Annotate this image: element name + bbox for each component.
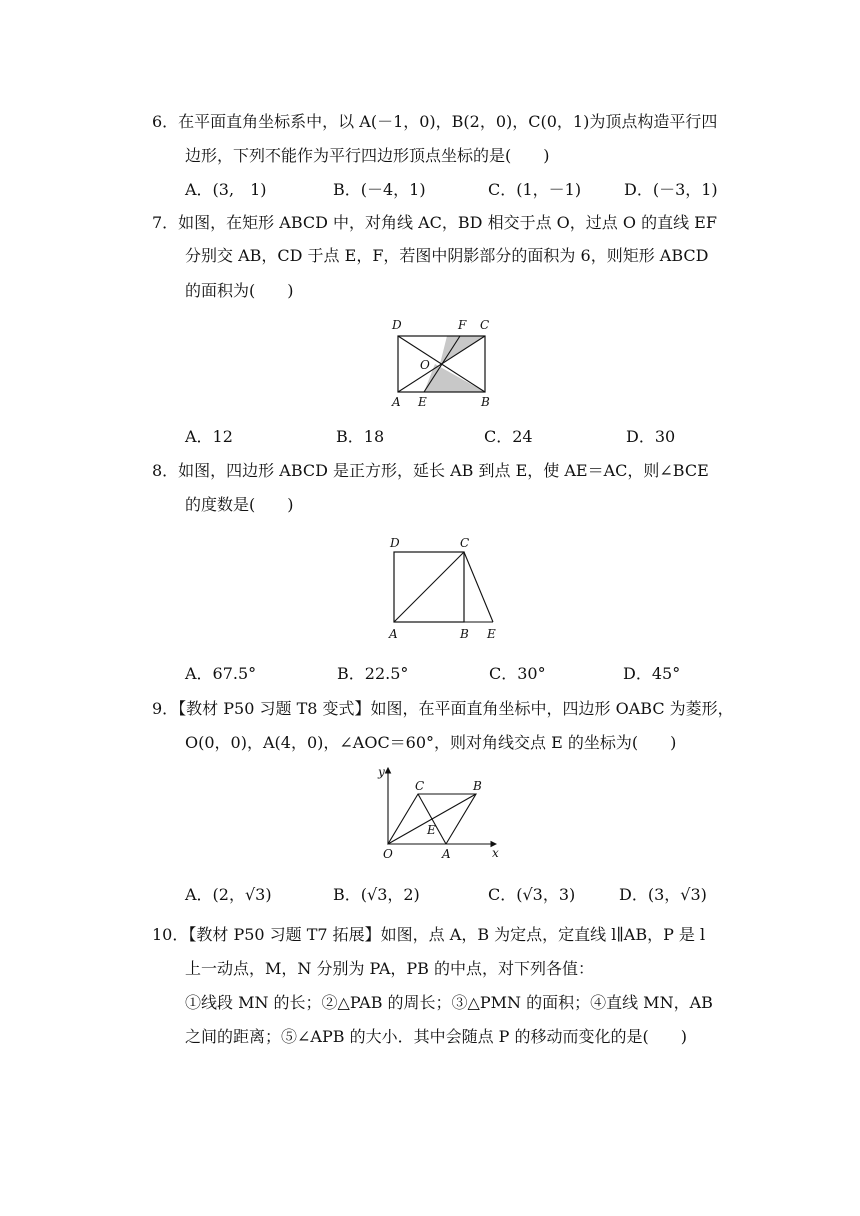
q7-text-line3: 的面积为( ) [185,281,294,300]
q9-label-a: A [442,847,451,861]
q8-label-d: D [390,536,400,550]
q7-option-c: C．24 [484,427,533,446]
q6-option-d: D．(－3，1) [624,180,718,199]
q8-option-b: B．22.5° [337,664,409,683]
q7-label-f: F [458,318,467,332]
q6-option-a: A．(3, 1) [185,180,267,199]
q7-label-e: E [418,395,427,409]
q10-text-line3: ①线段 MN 的长；②△PAB 的周长；③△PMN 的面积；④直线 MN，AB [185,993,713,1012]
q9-rhombus-figure [372,764,512,864]
q9-label-b: B [473,779,482,793]
q8-option-c: C．30° [489,664,546,683]
q8-option-a: A．67.5° [185,664,257,683]
q6-text-line1: 6．在平面直角坐标系中，以 A(－1，0)，B(2，0)，C(0，1)为顶点构造平行四 [152,112,718,131]
q6-option-c: C．(1，－1) [488,180,582,199]
q9-text-line2: O(0，0)，A(4，0)，∠AOC＝60°，则对角线交点 E 的坐标为( ) [185,733,677,752]
q8-diagonal-ac [394,552,464,622]
q9-text-line1: 9．【教材 P50 习题 T8 变式】如图，在平面直角坐标中，四边形 OABC 为菱形， [152,699,734,718]
q9-label-o: O [383,847,393,861]
q7-option-a: A．12 [185,427,233,446]
q8-square-figure [382,532,502,644]
q10-text-line4: 之间的距离；⑤∠APB 的大小．其中会随点 P 的移动而变化的是( ) [185,1027,687,1046]
q9-label-e: E [427,823,436,837]
q8-label-b: B [460,627,469,641]
q8-text-line2: 的度数是( ) [185,495,294,514]
q8-option-d: D．45° [623,664,681,683]
q9-option-c: C．(√3，3) [488,885,576,904]
q8-text-line1: 8．如图，四边形 ABCD 是正方形，延长 AB 到点 E，使 AE＝AC，则∠BCE [152,461,709,480]
q9-option-a: A．(2，√3) [185,885,272,904]
q7-option-b: B．18 [336,427,385,446]
q10-text-line2: 上一动点，M，N 分别为 PA，PB 的中点，对下列各值： [185,959,595,978]
q8-label-e: E [487,627,496,641]
q7-rectangle-figure [380,312,500,412]
q7-label-d: D [392,318,402,332]
q9-label-c: C [415,779,425,793]
q6-text-line2: 边形，下列不能作为平行四边形顶点坐标的是( ) [185,146,550,165]
q9-option-b: B．(√3，2) [333,885,420,904]
q7-option-d: D．30 [626,427,676,446]
q9-label-y: y [378,765,385,779]
q7-text-line1: 7．如图，在矩形 ABCD 中，对角线 AC，BD 相交于点 O，过点 O 的直线 EF [152,213,717,232]
q7-label-b: B [481,395,490,409]
q7-label-c: C [480,318,490,332]
q9-label-x: x [492,846,499,860]
q8-label-a: A [389,627,398,641]
q7-label-o: O [420,358,430,372]
q7-label-a: A [392,395,401,409]
q10-text-line1: 10．【教材 P50 习题 T7 拓展】如图，点 A，B 为定点，定直线 l∥AB，P 是 l [152,925,706,944]
q6-option-b: B．(－4，1) [333,180,426,199]
q8-label-c: C [460,536,470,550]
q9-option-d: D．(3，√3) [619,885,707,904]
q7-text-line2: 分别交 AB，CD 于点 E，F，若图中阴影部分的面积为 6，则矩形 ABCD [185,246,709,265]
q8-segment-ce [464,552,493,622]
